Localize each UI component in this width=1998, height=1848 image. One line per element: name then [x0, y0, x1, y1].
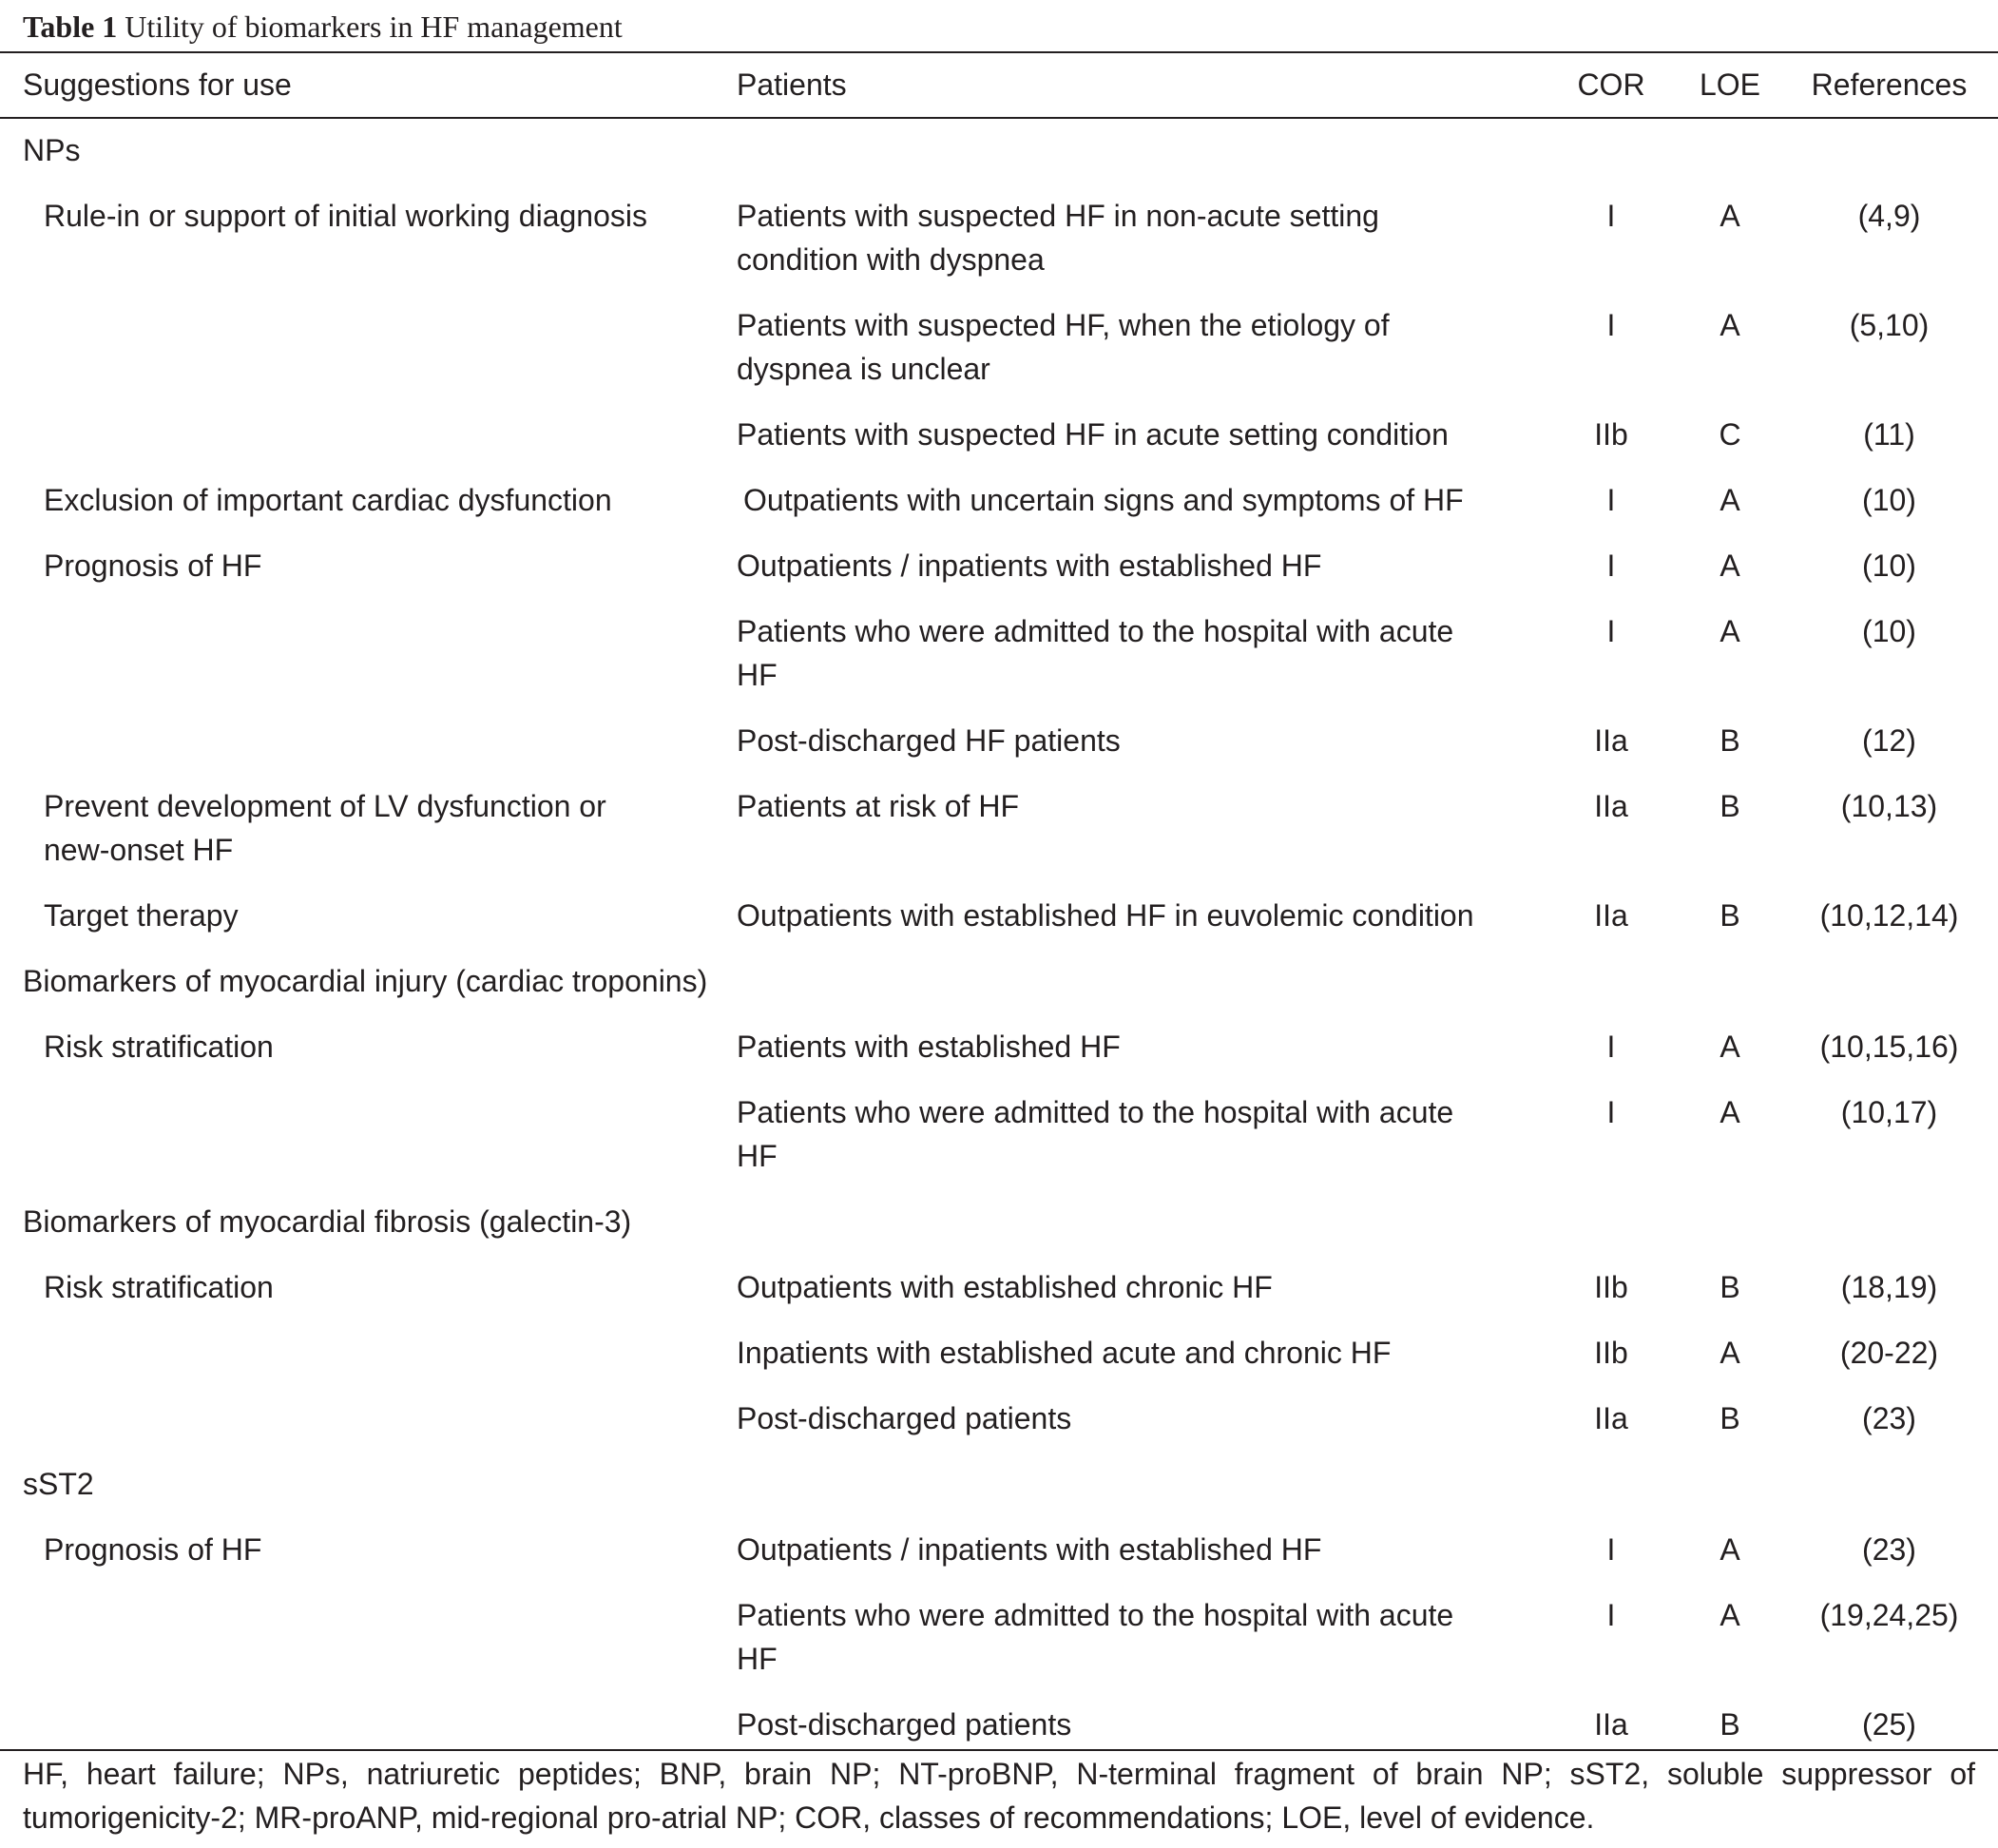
loe-cell: C — [1719, 417, 1741, 452]
references-cell: (10,13) — [1840, 789, 1938, 823]
suggestion-cell: Prognosis of HF — [44, 549, 262, 583]
group-heading: Biomarkers of myocardial injury (cardiac troponins) — [23, 964, 708, 998]
patients-cell-continued: HF — [737, 1642, 778, 1676]
loe-cell: B — [1719, 1707, 1740, 1742]
cor-cell: IIb — [1594, 417, 1628, 452]
references-cell: (12) — [1862, 723, 1916, 758]
patients-cell-continued: condition with dyspnea — [737, 242, 1045, 277]
cor-cell: I — [1606, 1030, 1616, 1064]
patients-cell-continued: dyspnea is unclear — [737, 352, 990, 386]
references-cell: (10,17) — [1840, 1095, 1938, 1129]
suggestion-cell-continued: new-onset HF — [44, 833, 234, 867]
loe-cell: B — [1719, 789, 1740, 823]
table-number: Table 1 — [23, 10, 118, 44]
loe-cell: A — [1719, 1030, 1740, 1064]
patients-cell: Post-discharged patients — [737, 1401, 1072, 1435]
top-rule — [0, 51, 1998, 53]
suggestion-cell: Prevent development of LV dysfunction or — [44, 789, 606, 823]
patients-cell: Patients who were admitted to the hospital with acute — [737, 1095, 1454, 1129]
references-cell: (10,15,16) — [1819, 1030, 1959, 1064]
cor-cell: I — [1606, 483, 1616, 517]
references-cell: (11) — [1863, 417, 1915, 452]
cor-cell: I — [1606, 549, 1616, 583]
patients-cell: Patients who were admitted to the hospital with acute — [737, 614, 1454, 648]
cor-cell: I — [1606, 1598, 1616, 1632]
loe-cell: B — [1719, 723, 1740, 758]
cor-cell: I — [1606, 308, 1616, 342]
cor-cell: IIb — [1594, 1270, 1628, 1304]
patients-cell: Patients at risk of HF — [737, 789, 1019, 823]
references-cell: (5,10) — [1849, 308, 1930, 342]
patients-cell: Outpatients with established chronic HF — [737, 1270, 1273, 1304]
loe-cell: A — [1719, 483, 1740, 517]
cor-cell: I — [1606, 614, 1616, 648]
references-cell: (10,12,14) — [1819, 898, 1959, 933]
cor-cell: IIa — [1594, 1707, 1628, 1742]
cor-cell: IIb — [1594, 1336, 1628, 1370]
cor-cell: I — [1606, 199, 1616, 233]
suggestion-cell: Prognosis of HF — [44, 1532, 262, 1567]
loe-cell: A — [1719, 308, 1740, 342]
cor-cell: IIa — [1594, 898, 1628, 933]
references-cell: (4,9) — [1857, 199, 1921, 233]
cor-cell: IIa — [1594, 1401, 1628, 1435]
patients-cell-continued: HF — [737, 1139, 778, 1173]
column-header-references: References — [1811, 67, 1968, 102]
suggestion-cell: Risk stratification — [44, 1030, 274, 1064]
patients-cell: Patients with established HF — [737, 1030, 1121, 1064]
patients-cell: Outpatients with established HF in euvolemic condition — [737, 898, 1474, 933]
group-heading: NPs — [23, 133, 81, 167]
suggestion-cell: Rule-in or support of initial working diagnosis — [44, 199, 647, 233]
patients-cell: Inpatients with established acute and chronic HF — [737, 1336, 1392, 1370]
patients-cell: Patients with suspected HF in non-acute setting — [737, 199, 1379, 233]
loe-cell: A — [1719, 1095, 1740, 1129]
loe-cell: A — [1719, 549, 1740, 583]
patients-cell: Post-discharged patients — [737, 1707, 1072, 1742]
references-cell: (10) — [1862, 614, 1916, 648]
references-cell: (23) — [1862, 1401, 1916, 1435]
patients-cell: Patients with suspected HF, when the etiology of — [737, 308, 1390, 342]
references-cell: (10) — [1862, 483, 1916, 517]
patients-cell: Patients who were admitted to the hospital with acute — [737, 1598, 1454, 1632]
loe-cell: B — [1719, 1401, 1740, 1435]
header-rule — [0, 117, 1998, 119]
references-cell: (20-22) — [1839, 1336, 1939, 1370]
suggestion-cell: Risk stratification — [44, 1270, 274, 1304]
loe-cell: A — [1719, 1336, 1740, 1370]
group-heading: sST2 — [23, 1467, 94, 1501]
patients-cell: Patients with suspected HF in acute setting condition — [737, 417, 1449, 452]
column-header-cor: COR — [1577, 67, 1645, 102]
references-cell: (18,19) — [1840, 1270, 1938, 1304]
patients-cell: Outpatients / inpatients with established HF — [737, 1532, 1322, 1567]
loe-cell: A — [1719, 199, 1740, 233]
column-header-suggestions: Suggestions for use — [23, 67, 292, 102]
column-header-patients: Patients — [737, 67, 847, 102]
loe-cell: A — [1719, 1532, 1740, 1567]
suggestion-cell: Target therapy — [44, 898, 239, 933]
references-cell: (10) — [1862, 549, 1916, 583]
cor-cell: I — [1606, 1532, 1616, 1567]
table-caption — [23, 8, 623, 46]
cor-cell: IIa — [1594, 723, 1628, 758]
cor-cell: IIa — [1594, 789, 1628, 823]
table-title: Utility of biomarkers in HF management — [125, 10, 623, 44]
patients-cell: Post-discharged HF patients — [737, 723, 1121, 758]
patients-cell-continued: HF — [737, 658, 778, 692]
loe-cell: B — [1719, 1270, 1740, 1304]
table-footnote: HF, heart failure; NPs, natriuretic peptides; BNP, brain NP; NT-proBNP, N-terminal fragment of brain NP; sST2, soluble suppressor of tumorigenicity-2; MR-proANP, mid-regional pro-atrial NP; COR, classes of recommendations; LOE, level of evidence. — [23, 1757, 1975, 1835]
references-cell: (23) — [1862, 1532, 1916, 1567]
suggestion-cell: Exclusion of important cardiac dysfunction — [44, 483, 612, 517]
cor-cell: I — [1606, 1095, 1616, 1129]
loe-cell: A — [1719, 614, 1740, 648]
references-cell: (19,24,25) — [1819, 1598, 1959, 1632]
patients-cell: Outpatients / inpatients with established HF — [737, 549, 1322, 583]
references-cell: (25) — [1862, 1707, 1916, 1742]
group-heading: Biomarkers of myocardial fibrosis (galectin-3) — [23, 1204, 632, 1239]
loe-cell: B — [1719, 898, 1740, 933]
bottom-rule — [0, 1749, 1998, 1751]
column-header-loe: LOE — [1699, 67, 1761, 102]
loe-cell: A — [1719, 1598, 1740, 1632]
patients-cell: Outpatients with uncertain signs and symptoms of HF — [743, 483, 1464, 517]
